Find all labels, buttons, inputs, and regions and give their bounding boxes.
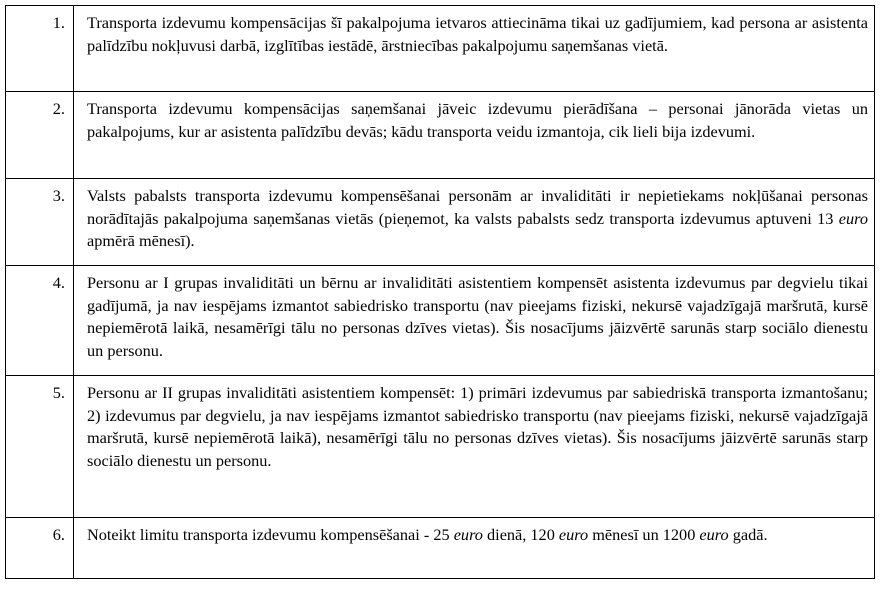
row-number: 5. bbox=[6, 376, 74, 518]
text-segment: dienā, 120 bbox=[482, 525, 559, 544]
row-number: 4. bbox=[6, 266, 74, 376]
italic-term: euro bbox=[453, 525, 483, 544]
text-segment: Noteikt limitu transporta izdevumu kompensēšanai - 25 bbox=[87, 525, 454, 544]
text-segment: Valsts pabalsts transporta izdevumu kompensēšanai personām ar invaliditāti ir nepietiekams nokļūšanai personas norādītajās pakalpojuma saņemšanas vietās (pieņemot, ka valsts pabalsts sedz transporta izdevumus aptuveni 13 bbox=[87, 186, 868, 228]
table-row bbox=[6, 266, 875, 376]
row-text-cell bbox=[74, 518, 875, 579]
italic-term: euro bbox=[558, 525, 589, 544]
table-row bbox=[6, 376, 875, 518]
row-text: Transporta izdevumu kompensācijas šī pakalpojuma ietvaros attiecināma tikai uz gadījumiem, kad persona ar asistenta palīdzību nokļuvusi darbā, izglītības iestādē, ārstniecības pakalpojumu saņemšanas vietā. bbox=[87, 13, 868, 55]
row-number: 1. bbox=[6, 6, 74, 92]
row-text-cell bbox=[74, 266, 875, 376]
italic-term: euro bbox=[699, 525, 729, 544]
row-text bbox=[87, 524, 868, 547]
row-text: Transporta izdevumu kompensācijas saņemšanai jāveic izdevumu pierādīšana – personai jānorāda vietas un pakalpojums, kur ar asistenta palīdzību devās; kādu transporta veidu izmantoja, cik lieli bija izdevumi. bbox=[87, 99, 868, 141]
table-row bbox=[6, 179, 875, 266]
row-text-cell bbox=[74, 6, 875, 92]
text-segment: mēnesī un 1200 bbox=[588, 525, 700, 544]
row-text: Personu ar II grupas invaliditāti asistentiem kompensēt: 1) primāri izdevumus par sabiedriskā transporta izmantošanu; 2) izdevumus par degvielu, ja nav iespējams izmantot sabiedrisko transportu (nav pieejams fiziski, nekursē vajadzīgajā maršrutā, kursē nepiemērotā laikā), nesamērīgi tālu no personas dzīves vietas). Šis nosacījums jāizvērtē sarunās starp sociālo dienestu un personu. bbox=[87, 383, 868, 470]
row-text-cell bbox=[74, 179, 875, 266]
text-segment: apmērā mēnesī). bbox=[87, 231, 195, 250]
proposals-table bbox=[5, 5, 875, 579]
table-row bbox=[6, 92, 875, 179]
row-number: 2. bbox=[6, 92, 74, 179]
table-row bbox=[6, 6, 875, 92]
row-text bbox=[87, 185, 868, 253]
row-number: 6. bbox=[6, 518, 74, 579]
italic-term: euro bbox=[838, 208, 868, 228]
row-text-cell bbox=[74, 92, 875, 179]
row-text: Personu ar I grupas invaliditāti un bērnu ar invaliditāti asistentiem kompensēt asistenta izdevumus par degvielu tikai gadījumā, ja nav iespējams izmantot sabiedrisko transportu (nav pieejams fiziski, nekursē vajadzīgajā maršrutā, kursē nepiemērotā laikā, nesamērīgi tālu no personas dzīves vietas). Šis nosacījums jāizvērtē sarunās starp sociālo dienestu un personu. bbox=[87, 273, 868, 360]
row-number: 3. bbox=[6, 179, 74, 266]
text-segment: gadā. bbox=[728, 525, 768, 544]
table-row bbox=[6, 518, 875, 579]
row-text-cell bbox=[74, 376, 875, 518]
